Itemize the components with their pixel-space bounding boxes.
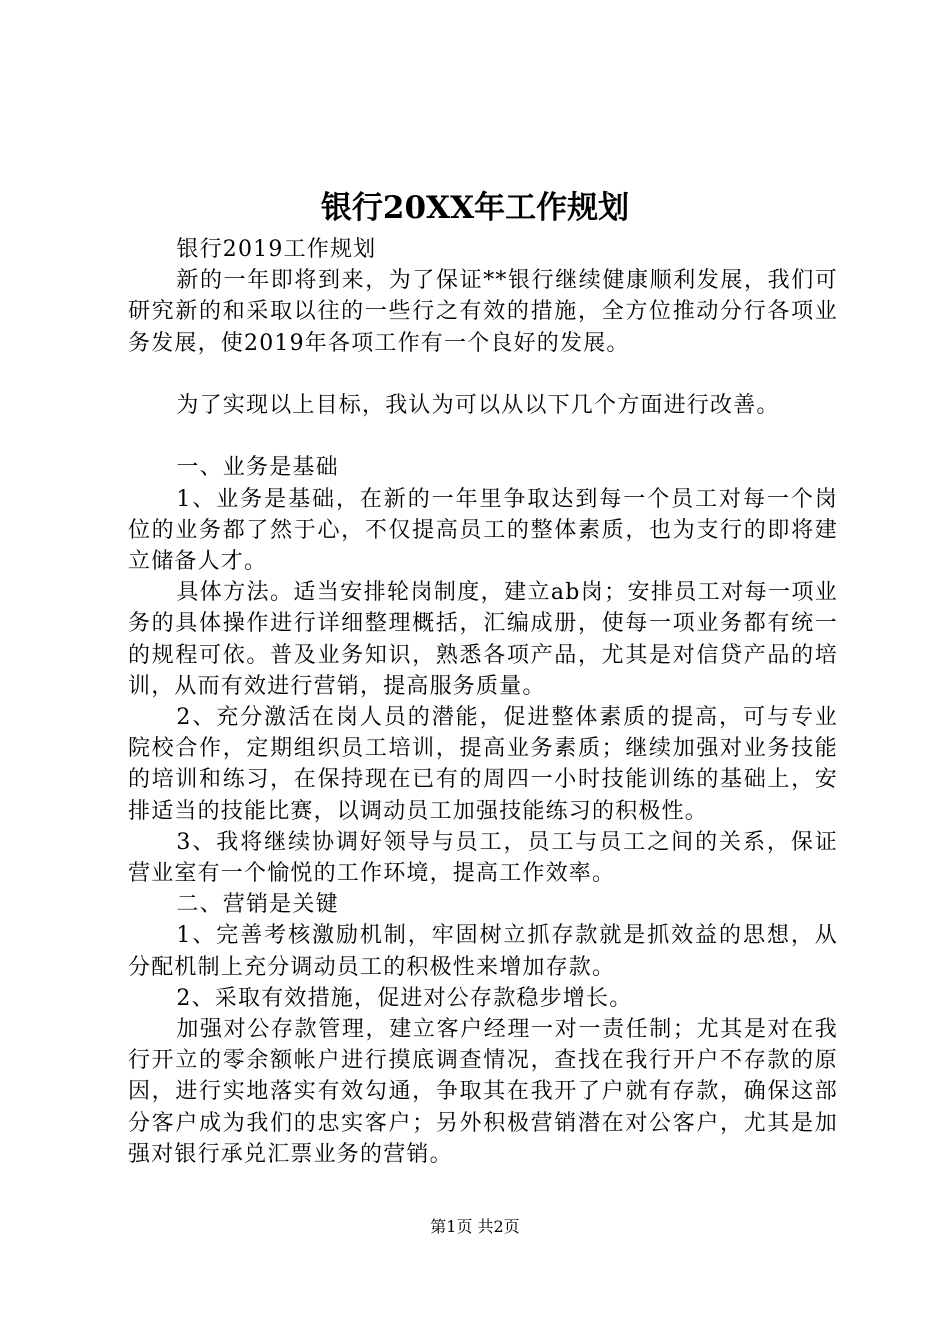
paragraph-business-method: 具体方法。适当安排轮岗制度，建立ab岗；安排员工对每一项业务的具体操作进行详细整理概括，汇编成册，使每一项业务都有统一的规程可依。普及业务知识，熟悉各项产品，尤其是对信贷产品的培训，从而有效进行营销，提高服务质量。 — [128, 580, 838, 699]
paragraph-spacer — [128, 421, 838, 452]
paragraph-marketing-2: 2、采取有效措施，促进对公存款稳步增长。 — [176, 985, 633, 1011]
paragraph-business-3: 3、我将继续协调好领导与员工，员工与员工之间的关系，保证营业室有一个愉悦的工作环境，提高工作效率。 — [128, 829, 838, 887]
paragraph-business-1: 1、业务是基础，在新的一年里争取达到每一个员工对每一个岗位的业务都了然于心，不仅提高员工的整体素质，也为支行的即将建立储备人才。 — [128, 486, 838, 574]
paragraph-marketing-detail: 加强对公存款管理，建立客户经理一对一责任制；尤其是对在我行开立的零余额帐户进行摸底调查情况，查找在我行开户不存款的原因，进行实地落实有效勾通，争取其在我开了户就有存款，确保这部分客户成为我们的忠实客户；另外积极营销潜在对公客户，尤其是加强对银行承兑汇票业务的营销。 — [128, 1017, 838, 1167]
document-title: 银行20XX年工作规划 — [320, 190, 630, 226]
section-heading-business: 一、业务是基础 — [176, 455, 339, 481]
document-body — [128, 234, 838, 1170]
page-footer: 第1页 共2页 — [430, 1217, 520, 1236]
paragraph-intro: 新的一年即将到来，为了保证**银行继续健康顺利发展，我们可研究新的和采取以往的一些行之有效的措施，全方位推动分行各项业务发展，使2019年各项工作有一个良好的发展。 — [128, 268, 838, 356]
paragraph-business-2: 2、充分激活在岗人员的潜能，促进整体素质的提高，可与专业院校合作，定期组织员工培训，提高业务素质；继续加强对业务技能的培训和练习，在保持现在已有的周四一小时技能训练的基础上，安排适当的技能比赛，以调动员工加强技能练习的积极性。 — [128, 705, 838, 824]
paragraph-goal: 为了实现以上目标，我认为可以从以下几个方面进行改善。 — [176, 393, 780, 418]
paragraph-subtitle: 银行2019工作规划 — [176, 237, 377, 262]
section-heading-marketing: 二、营销是关键 — [176, 892, 339, 918]
paragraph-spacer — [128, 359, 838, 390]
paragraph-marketing-1: 1、完善考核激励机制，牢固树立抓存款就是抓效益的思想，从分配机制上充分调动员工的积极性来增加存款。 — [128, 923, 838, 980]
